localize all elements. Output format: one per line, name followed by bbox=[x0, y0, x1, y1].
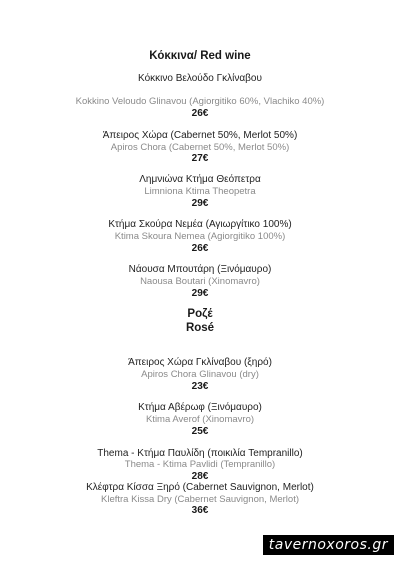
wine-item-price: 26€ bbox=[191, 243, 209, 254]
wine-item-name: Άπειρος Χώρα Γκλίναβου (ξηρό) bbox=[128, 357, 272, 368]
wine-item-price: 25€ bbox=[191, 426, 209, 437]
wine-item-price: 23€ bbox=[191, 381, 209, 392]
wine-item-sub: Apiros Chora Glinavou (dry) bbox=[141, 369, 259, 380]
wine-item-name: Κλέφτρα Κίσσα Ξηρό (Cabernet Sauvignon, Merlot) bbox=[86, 482, 314, 493]
wine-item-sub: Limniona Ktima Theopetra bbox=[144, 186, 256, 197]
site-watermark: tavernoxoros.gr bbox=[263, 535, 394, 555]
wine-item-name: Λημνιώνα Κτήμα Θεόπετρα bbox=[139, 174, 261, 185]
wine-item-price: 29€ bbox=[191, 198, 209, 209]
wine-item-name: Νάουσα Μπουτάρη (Ξινόμαυρο) bbox=[128, 264, 272, 275]
wine-item-price: 27€ bbox=[191, 153, 209, 164]
wine-item-sub: Thema - Ktima Pavlidi (Tempranillo) bbox=[124, 459, 276, 470]
rose-title-english: Rosé bbox=[185, 322, 215, 334]
wine-item-name: Άπειρος Χώρα (Cabernet 50%, Merlot 50%) bbox=[102, 130, 298, 141]
wine-item-sub: Ktima Averof (Xinomavro) bbox=[145, 414, 255, 425]
wine-item-price: 36€ bbox=[191, 505, 209, 516]
rose-title-greek: Ροζέ bbox=[187, 308, 213, 320]
wine-item-sub: Naousa Boutari (Xinomavro) bbox=[140, 276, 260, 287]
wine-item-sub: Ktima Skoura Nemea (Agiorgitiko 100%) bbox=[114, 231, 286, 242]
wine-item-price: 26€ bbox=[191, 108, 209, 119]
wine-item-price: 29€ bbox=[191, 288, 209, 299]
red-wine-title: Κόκκινα/ Red wine bbox=[149, 50, 251, 62]
wine-item-name: Thema - Κτήμα Παυλίδη (ποικιλία Tempranillo) bbox=[97, 448, 303, 459]
red-wine-subtitle: Κόκκινο Βελούδο Γκλίναβου bbox=[138, 73, 262, 84]
wine-item-sub: Apiros Chora (Cabernet 50%, Merlot 50%) bbox=[110, 142, 290, 153]
wine-item-sub: Kleftra Kissa Dry (Cabernet Sauvignon, Merlot) bbox=[101, 494, 299, 505]
wine-item-name: Κτήμα Σκούρα Νεμέα (Αγιωργίτικο 100%) bbox=[108, 219, 292, 230]
wine-item-name: Κτήμα Αβέρωφ (Ξινόμαυρο) bbox=[138, 402, 262, 413]
wine-item-price: 28€ bbox=[191, 471, 209, 482]
wine-item-sub: Kokkino Veloudo Glinavou (Agiorgitiko 60%, Vlachiko 40%) bbox=[75, 96, 325, 107]
